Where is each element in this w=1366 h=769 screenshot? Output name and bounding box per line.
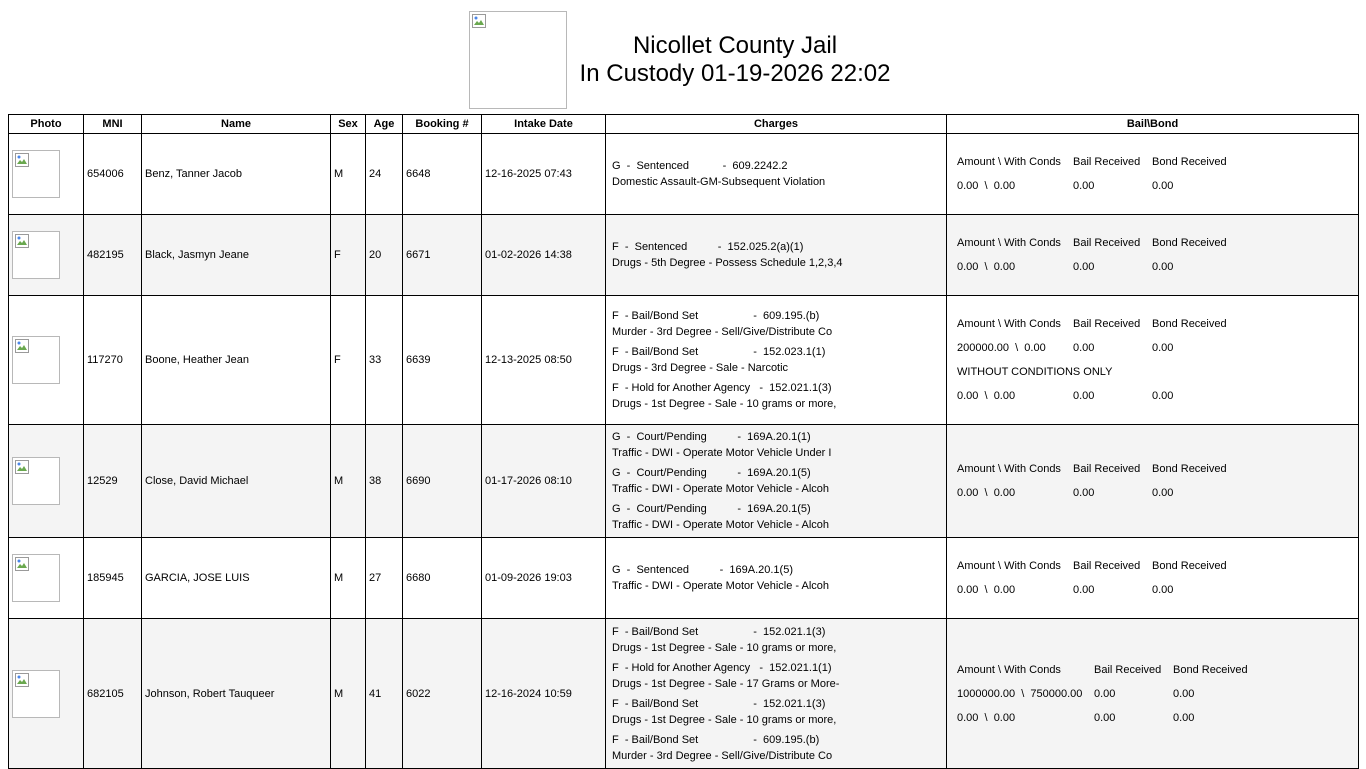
bail-received-header: Bail Received	[1073, 318, 1141, 330]
bail-values-row	[957, 388, 1355, 404]
col-header-age: Age	[366, 115, 403, 134]
col-header-photo: Photo	[9, 115, 84, 134]
age-cell: 33	[366, 296, 403, 425]
broken-image-icon	[15, 339, 29, 353]
charges-cell	[606, 215, 947, 296]
bail-received-value: 0.00	[1073, 390, 1095, 402]
inmate-photo[interactable]	[12, 231, 60, 279]
bail-received-value: 0.00	[1073, 584, 1095, 596]
charge-description: Drugs - 1st Degree - Sale - 10 grams or more,	[612, 398, 837, 410]
booking-cell: 6022	[403, 619, 482, 769]
booking-cell: 6648	[403, 134, 482, 215]
bond-received-value: 0.00	[1152, 342, 1174, 354]
intake-date-cell: 12-16-2025 07:43	[482, 134, 606, 215]
bail-header-row	[957, 316, 1355, 332]
charge-description: Traffic - DWI - Operate Motor Vehicle Under I	[612, 447, 832, 459]
bail-block	[957, 558, 1355, 598]
mni-cell: 654006	[84, 134, 142, 215]
bond-received-value: 0.00	[1152, 487, 1174, 499]
table-row	[9, 215, 1359, 296]
bail-bond-cell	[947, 296, 1359, 425]
col-header-mni: MNI	[84, 115, 142, 134]
charge-entry	[612, 696, 943, 728]
name-cell: Boone, Heather Jean	[142, 296, 331, 425]
intake-date-cell: 01-09-2026 19:03	[482, 538, 606, 619]
charge-status-statute: F - Hold for Another Agency - 152.021.1(3)	[612, 382, 832, 394]
col-header-charges: Charges	[606, 115, 947, 134]
custody-timestamp: In Custody 01-19-2026 22:02	[579, 60, 891, 87]
bail-amount-header: Amount \ With Conds	[957, 237, 1061, 249]
bail-values-row	[957, 710, 1355, 726]
jail-name: Nicollet County Jail	[632, 32, 838, 59]
bail-amount-header: Amount \ With Conds	[957, 463, 1061, 475]
intake-date-cell: 12-13-2025 08:50	[482, 296, 606, 425]
col-header-booking: Booking #	[403, 115, 482, 134]
charge-entry	[612, 624, 943, 656]
bail-amount-value: 0.00 \ 0.00	[957, 584, 1016, 596]
bond-received-header: Bond Received	[1152, 318, 1227, 330]
bond-received-value: 0.00	[1152, 261, 1174, 273]
mni-cell: 682105	[84, 619, 142, 769]
charge-description: Domestic Assault-GM-Subsequent Violation	[612, 176, 826, 188]
inmate-roster-table	[8, 114, 1359, 769]
name-cell: Close, David Michael	[142, 425, 331, 538]
bail-received-value: 0.00	[1073, 261, 1095, 273]
charge-description: Drugs - 1st Degree - Sale - 10 grams or more,	[612, 713, 837, 726]
bond-received-value: 0.00	[1152, 390, 1174, 402]
sex-cell: M	[331, 619, 366, 769]
bail-bond-cell	[947, 425, 1359, 538]
charge-entry	[612, 380, 943, 412]
bail-block	[957, 316, 1355, 404]
sex-cell: M	[331, 538, 366, 619]
bail-block	[957, 461, 1355, 501]
bail-header-row	[957, 154, 1355, 170]
charges-cell	[606, 296, 947, 425]
charge-description: Murder - 3rd Degree - Sell/Give/Distribute Co	[612, 749, 833, 762]
table-row	[9, 134, 1359, 215]
broken-image-icon	[15, 460, 29, 474]
bail-received-header: Bail Received	[1073, 560, 1141, 572]
bail-received-header: Bail Received	[1073, 156, 1141, 168]
col-header-sex: Sex	[331, 115, 366, 134]
charge-status-statute: F - Bail/Bond Set - 609.195.(b)	[612, 733, 820, 746]
charge-entry	[612, 501, 943, 533]
bail-received-value: 0.00	[1073, 342, 1095, 354]
bail-received-header: Bail Received	[1073, 463, 1141, 475]
bond-received-value: 0.00	[1173, 711, 1195, 724]
charge-status-statute: F - Bail/Bond Set - 152.021.1(3)	[612, 625, 826, 638]
photo-cell	[9, 296, 84, 425]
broken-image-icon	[472, 14, 486, 28]
intake-date-cell: 01-02-2026 14:38	[482, 215, 606, 296]
charge-status-statute: F - Hold for Another Agency - 152.021.1(1)	[612, 661, 832, 674]
mni-cell: 185945	[84, 538, 142, 619]
bail-values-row	[957, 178, 1355, 194]
table-row	[9, 425, 1359, 538]
bail-note: WITHOUT CONDITIONS ONLY	[957, 366, 1113, 378]
table-row	[9, 619, 1359, 769]
bail-received-header: Bail Received	[1094, 663, 1162, 676]
charges-cell	[606, 538, 947, 619]
charges-cell	[606, 619, 947, 769]
bond-received-value: 0.00	[1173, 687, 1195, 700]
name-cell: Black, Jasmyn Jeane	[142, 215, 331, 296]
col-header-bail-bond: Bail\Bond	[947, 115, 1359, 134]
charge-entry	[612, 344, 943, 376]
bail-header-row	[957, 558, 1355, 574]
sex-cell: F	[331, 296, 366, 425]
table-header-row	[9, 115, 1359, 134]
table-row	[9, 296, 1359, 425]
charge-description: Drugs - 5th Degree - Possess Schedule 1,2,3,4	[612, 257, 843, 269]
sex-cell: M	[331, 134, 366, 215]
mni-cell: 482195	[84, 215, 142, 296]
charge-status-statute: G - Court/Pending - 169A.20.1(5)	[612, 467, 811, 479]
charge-status-statute: G - Sentenced - 609.2242.2	[612, 160, 788, 172]
bail-amount-value: 0.00 \ 0.00	[957, 711, 1016, 724]
age-cell: 27	[366, 538, 403, 619]
photo-cell	[9, 215, 84, 296]
charge-status-statute: G - Court/Pending - 169A.20.1(5)	[612, 503, 811, 515]
age-cell: 41	[366, 619, 403, 769]
photo-cell	[9, 425, 84, 538]
photo-cell	[9, 538, 84, 619]
bail-amount-header: Amount \ With Conds	[957, 663, 1061, 676]
booking-cell: 6639	[403, 296, 482, 425]
inmate-photo[interactable]	[12, 457, 60, 505]
bond-received-value: 0.00	[1152, 180, 1174, 192]
charge-entry	[612, 732, 943, 764]
intake-date-cell: 01-17-2026 08:10	[482, 425, 606, 538]
mni-cell: 12529	[84, 425, 142, 538]
bond-received-header: Bond Received	[1152, 560, 1227, 572]
bail-values-row	[957, 686, 1355, 702]
col-header-name: Name	[142, 115, 331, 134]
charge-description: Traffic - DWI - Operate Motor Vehicle - Alcoh	[612, 580, 830, 592]
bail-block	[957, 154, 1355, 194]
charge-description: Drugs - 1st Degree - Sale - 10 grams or more,	[612, 641, 837, 654]
broken-image-icon	[15, 557, 29, 571]
bond-received-header: Bond Received	[1152, 156, 1227, 168]
bail-values-row	[957, 340, 1355, 356]
charge-entry	[612, 239, 943, 271]
bail-amount-header: Amount \ With Conds	[957, 560, 1061, 572]
bail-header-row	[957, 662, 1355, 678]
broken-image-icon	[15, 234, 29, 248]
bail-amount-header: Amount \ With Conds	[957, 318, 1061, 330]
age-cell: 24	[366, 134, 403, 215]
page-title	[565, 32, 905, 88]
charges-cell	[606, 134, 947, 215]
bail-amount-value: 1000000.00 \ 750000.00	[957, 687, 1083, 700]
bail-bond-cell	[947, 538, 1359, 619]
name-cell: Johnson, Robert Tauqueer	[142, 619, 331, 769]
booking-cell: 6680	[403, 538, 482, 619]
age-cell: 38	[366, 425, 403, 538]
charge-status-statute: G - Sentenced - 169A.20.1(5)	[612, 564, 793, 576]
charge-description: Drugs - 3rd Degree - Sale - Narcotic	[612, 362, 789, 374]
bail-received-value: 0.00	[1094, 711, 1116, 724]
charge-entry	[612, 158, 943, 190]
bail-values-row	[957, 582, 1355, 598]
bail-received-header: Bail Received	[1073, 237, 1141, 249]
charge-entry	[612, 308, 943, 340]
photo-cell	[9, 134, 84, 215]
bail-amount-value: 0.00 \ 0.00	[957, 180, 1016, 192]
booking-cell: 6671	[403, 215, 482, 296]
bail-amount-value: 200000.00 \ 0.00	[957, 342, 1046, 354]
charge-entry	[612, 429, 943, 461]
bail-amount-header: Amount \ With Conds	[957, 156, 1061, 168]
intake-date-cell: 12-16-2024 10:59	[482, 619, 606, 769]
charge-entry	[612, 562, 943, 594]
bail-header-row	[957, 235, 1355, 251]
bond-received-header: Bond Received	[1152, 237, 1227, 249]
charge-description: Murder - 3rd Degree - Sell/Give/Distribute Co	[612, 326, 833, 338]
bail-values-row	[957, 259, 1355, 275]
sex-cell: M	[331, 425, 366, 538]
mni-cell: 117270	[84, 296, 142, 425]
charge-entry	[612, 660, 943, 692]
bail-block	[957, 235, 1355, 275]
bail-amount-value: 0.00 \ 0.00	[957, 261, 1016, 273]
bail-received-value: 0.00	[1073, 180, 1095, 192]
booking-cell: 6690	[403, 425, 482, 538]
bail-received-value: 0.00	[1073, 487, 1095, 499]
county-logo	[469, 11, 567, 109]
charge-status-statute: F - Sentenced - 152.025.2(a)(1)	[612, 241, 804, 253]
bail-bond-cell	[947, 134, 1359, 215]
bail-received-value: 0.00	[1094, 687, 1116, 700]
inmate-photo[interactable]	[12, 670, 60, 718]
inmate-photo[interactable]	[12, 336, 60, 384]
bail-amount-value: 0.00 \ 0.00	[957, 487, 1016, 499]
sex-cell: F	[331, 215, 366, 296]
age-cell: 20	[366, 215, 403, 296]
photo-cell	[9, 619, 84, 769]
charge-description: Traffic - DWI - Operate Motor Vehicle - Alcoh	[612, 483, 830, 495]
name-cell: Benz, Tanner Jacob	[142, 134, 331, 215]
charge-description: Traffic - DWI - Operate Motor Vehicle - Alcoh	[612, 519, 830, 531]
inmate-photo[interactable]	[12, 150, 60, 198]
broken-image-icon	[15, 673, 29, 687]
name-cell: GARCIA, JOSE LUIS	[142, 538, 331, 619]
charges-cell	[606, 425, 947, 538]
inmate-photo[interactable]	[12, 554, 60, 602]
charge-status-statute: F - Bail/Bond Set - 152.023.1(1)	[612, 346, 826, 358]
charge-status-statute: G - Court/Pending - 169A.20.1(1)	[612, 431, 811, 443]
charge-status-statute: F - Bail/Bond Set - 609.195.(b)	[612, 310, 820, 322]
bail-header-row	[957, 461, 1355, 477]
bond-received-value: 0.00	[1152, 584, 1174, 596]
charge-description: Drugs - 1st Degree - Sale - 17 Grams or More-	[612, 677, 840, 690]
bond-received-header: Bond Received	[1173, 663, 1248, 676]
charge-status-statute: F - Bail/Bond Set - 152.021.1(3)	[612, 697, 826, 710]
bail-bond-cell	[947, 619, 1359, 769]
col-header-intake-date: Intake Date	[482, 115, 606, 134]
bail-values-row	[957, 485, 1355, 501]
table-row	[9, 538, 1359, 619]
broken-image-icon	[15, 153, 29, 167]
charge-entry	[612, 465, 943, 497]
bail-amount-value: 0.00 \ 0.00	[957, 390, 1016, 402]
bail-bond-cell	[947, 215, 1359, 296]
bond-received-header: Bond Received	[1152, 463, 1227, 475]
bail-block	[957, 662, 1355, 726]
